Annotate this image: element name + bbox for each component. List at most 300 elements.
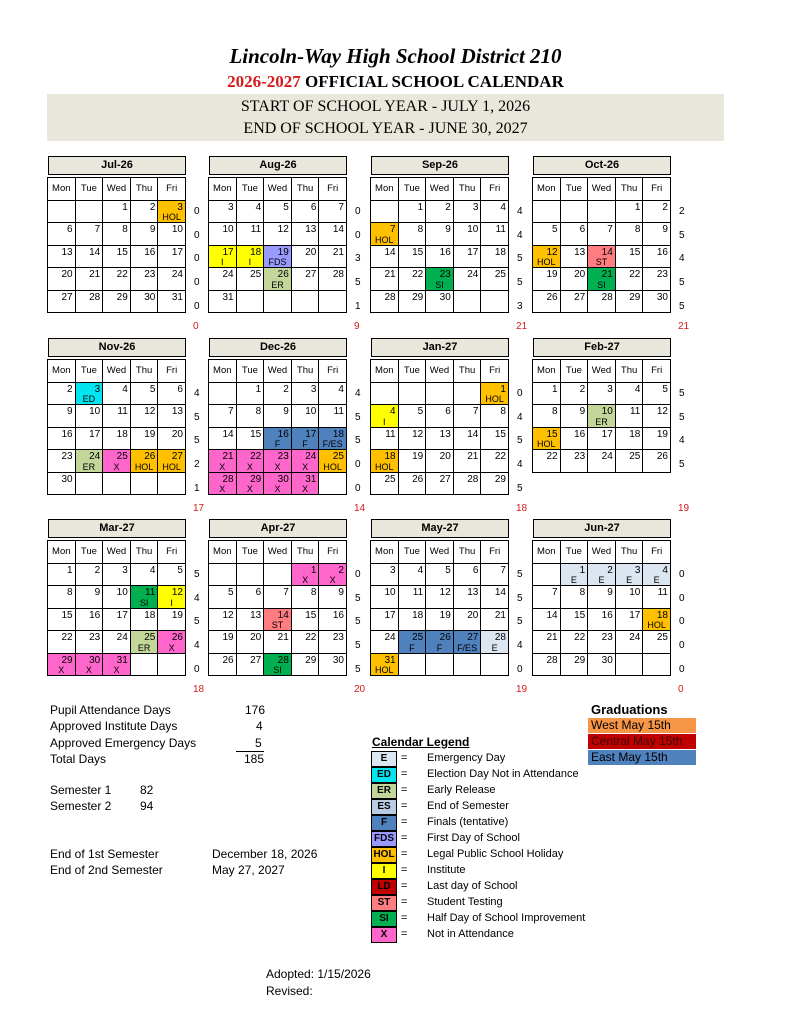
day-number: 25: [332, 451, 344, 462]
day-code: I: [170, 597, 173, 608]
week-day-count: 0: [194, 253, 200, 265]
week-day-count: 5: [679, 388, 685, 399]
day-cell: [131, 586, 159, 609]
day-cell: [209, 291, 237, 314]
day-cell: [426, 291, 454, 314]
day-number: 28: [546, 654, 558, 666]
day-cell: [76, 586, 104, 609]
day-cell: [481, 586, 509, 609]
day-cell: [588, 201, 616, 224]
day-number: 11: [250, 224, 262, 235]
day-code: ER: [271, 279, 284, 290]
month-header: Dec-26: [209, 338, 347, 357]
day-number: 10: [116, 587, 128, 598]
day-number: 24: [467, 269, 479, 280]
day-cell: [533, 564, 561, 587]
day-number: 2: [662, 201, 668, 213]
legend-code: F: [371, 815, 397, 831]
day-cell: [264, 654, 292, 677]
day-cell: [399, 450, 427, 473]
weekday-header: Fri: [158, 541, 186, 564]
day-code: SI: [597, 279, 606, 290]
week-day-count: 0: [194, 229, 200, 241]
day-cell: [48, 201, 76, 224]
day-cell: [103, 631, 131, 654]
month-aug-26: [208, 156, 347, 313]
day-cell: [319, 564, 347, 587]
day-cell: [371, 473, 399, 496]
day-cell: [292, 291, 320, 314]
day-cell: [399, 223, 427, 246]
day-number: 20: [305, 246, 317, 258]
week-day-count: 0: [355, 459, 361, 471]
day-number: 12: [222, 609, 234, 621]
day-code: HOL: [647, 620, 666, 630]
week-day-count: 0: [679, 569, 685, 580]
day-cell: [399, 405, 427, 428]
weekday-header: Fri: [643, 541, 671, 564]
day-cell: [399, 631, 427, 654]
day-cell: [561, 383, 589, 406]
legend-label: First Day of School: [427, 832, 520, 844]
day-cell: [237, 586, 265, 609]
day-number: 10: [384, 587, 396, 598]
day-cell: [131, 291, 159, 314]
weekday-header: Mon: [48, 541, 76, 564]
week-day-count: 4: [517, 459, 523, 471]
day-number: 26: [144, 451, 156, 462]
day-number: 22: [574, 632, 586, 643]
day-code: X: [219, 461, 226, 472]
day-code: X: [85, 665, 92, 675]
weekday-header: Mon: [48, 360, 76, 383]
weekday-header: Wed: [103, 541, 131, 564]
day-cell: [426, 405, 454, 428]
week-day-count: 5: [517, 616, 523, 628]
day-cell: [209, 609, 237, 632]
weekday-header: Fri: [319, 178, 347, 201]
day-cell: [48, 428, 76, 451]
day-code: HOL: [537, 439, 556, 449]
day-code: E: [626, 575, 633, 585]
day-cell: [561, 291, 589, 314]
day-code: SI: [273, 665, 282, 675]
weekday-header: Thu: [616, 541, 644, 564]
day-cell: [48, 654, 76, 677]
day-number: 1: [579, 564, 586, 576]
day-number: 14: [277, 609, 289, 621]
week-day-count: 0: [679, 592, 685, 604]
day-number: 7: [607, 224, 613, 235]
day-cell: [48, 405, 76, 428]
legend-code: X: [371, 927, 397, 943]
week-day-count: 4: [194, 592, 200, 604]
day-cell: [426, 654, 454, 677]
day-cell: [481, 564, 509, 587]
day-number: 31: [222, 291, 234, 303]
day-number: 15: [305, 609, 317, 621]
day-cell: [131, 428, 159, 451]
day-number: 7: [228, 406, 234, 417]
day-cell: [481, 631, 509, 654]
day-cell: [103, 586, 131, 609]
week-day-count: 3: [517, 300, 523, 312]
day-cell: [561, 201, 589, 224]
month-total-days: 18: [193, 684, 205, 695]
day-cell: [371, 450, 399, 473]
day-cell: [209, 383, 237, 406]
legend-equals: =: [401, 896, 408, 908]
day-number: 25: [412, 632, 424, 643]
day-number: 17: [601, 428, 613, 440]
month-header: Aug-26: [209, 156, 347, 175]
day-cell: [616, 246, 644, 269]
day-number: 22: [494, 451, 506, 462]
weekday-header: Thu: [454, 541, 482, 564]
day-number: 12: [439, 587, 451, 598]
month-header: Jun-27: [533, 519, 671, 538]
day-number: 30: [439, 291, 451, 303]
day-cell: [76, 654, 104, 677]
day-cell: [237, 654, 265, 677]
day-number: 13: [467, 587, 479, 598]
day-cell: [76, 473, 104, 496]
day-code: I: [248, 257, 252, 267]
day-cell: [264, 268, 292, 291]
day-number: 18: [144, 609, 156, 621]
day-code: HOL: [323, 461, 342, 472]
legend-code: ES: [371, 799, 397, 815]
day-number: 25: [629, 451, 641, 462]
legend-label: Last day of School: [427, 880, 518, 892]
day-cell: [454, 473, 482, 496]
day-cell: [319, 631, 347, 654]
legend-label: Emergency Day: [427, 752, 506, 764]
day-cell: [371, 609, 399, 632]
stat-label-total: Total Days: [50, 752, 107, 766]
day-cell: [588, 654, 616, 677]
day-cell: [48, 609, 76, 632]
day-code: HOL: [485, 394, 504, 404]
day-number: 19: [656, 428, 668, 440]
month-header: Apr-27: [209, 519, 347, 538]
day-cell: [561, 564, 589, 587]
week-day-count: 0: [679, 640, 685, 652]
month-dec-26: [208, 338, 347, 495]
week-day-count: 2: [194, 459, 200, 471]
month-sep-26: [370, 156, 509, 313]
week-day-count: 5: [517, 482, 523, 494]
day-cell: [48, 473, 76, 496]
day-cell: [481, 291, 509, 314]
day-number: 3: [177, 201, 183, 213]
day-cell: [561, 450, 589, 473]
day-number: 29: [629, 291, 641, 303]
day-number: 3: [122, 564, 128, 576]
day-number: 31: [116, 654, 128, 666]
day-cell: [103, 473, 131, 496]
day-number: 19: [222, 632, 234, 643]
day-number: 27: [305, 269, 317, 280]
day-code: ED: [82, 394, 96, 404]
day-cell: [454, 654, 482, 677]
day-code: X: [302, 484, 309, 494]
day-number: 6: [579, 224, 586, 235]
day-number: 14: [494, 587, 506, 598]
day-number: 29: [250, 473, 262, 485]
day-number: 30: [332, 654, 344, 666]
day-cell: [371, 201, 399, 224]
day-cell: [237, 609, 265, 632]
month-jun-27: [532, 519, 671, 676]
day-number: 3: [634, 564, 641, 576]
day-code: E: [653, 575, 660, 585]
day-number: 13: [574, 246, 586, 258]
day-number: 26: [277, 269, 289, 280]
day-cell: [158, 383, 186, 406]
day-cell: [264, 201, 292, 224]
day-code: HOL: [375, 234, 394, 245]
day-cell: [588, 291, 616, 314]
day-cell: [533, 631, 561, 654]
day-code: SI: [139, 597, 149, 608]
day-number: 29: [116, 291, 128, 303]
day-number: 30: [89, 654, 101, 666]
weekday-header: Wed: [426, 360, 454, 383]
day-code: FDS: [268, 257, 287, 267]
day-number: 26: [171, 632, 183, 643]
day-cell: [292, 609, 320, 632]
month-grid: [208, 359, 347, 495]
day-cell: [158, 631, 186, 654]
day-number: 15: [412, 246, 424, 258]
day-cell: [588, 246, 616, 269]
day-number: 18: [384, 451, 396, 462]
weekday-header: Wed: [426, 541, 454, 564]
day-number: 23: [574, 451, 586, 462]
week-day-count: 5: [194, 435, 200, 447]
month-total-days: 0: [678, 684, 684, 695]
month-total-days: 20: [354, 684, 366, 695]
week-day-count: 5: [194, 411, 200, 423]
weekday-header: Tue: [237, 360, 265, 383]
day-cell: [264, 246, 292, 269]
day-code: SI: [435, 279, 444, 290]
day-cell: [292, 631, 320, 654]
day-number: 15: [116, 246, 128, 258]
legend-equals: =: [401, 832, 408, 844]
day-number: 8: [634, 224, 641, 235]
day-number: 3: [472, 201, 479, 213]
day-cell: [209, 428, 237, 451]
day-number: 23: [61, 451, 73, 462]
day-number: 30: [601, 654, 613, 666]
semester1-value: 82: [140, 783, 154, 797]
legend-equals: =: [401, 880, 408, 892]
day-number: 9: [579, 406, 586, 417]
week-day-count: 1: [194, 482, 200, 494]
day-number: 24: [305, 451, 317, 462]
day-cell: [292, 473, 320, 496]
day-cell: [292, 654, 320, 677]
day-number: 21: [494, 609, 506, 621]
day-number: 27: [250, 654, 262, 666]
day-cell: [103, 609, 131, 632]
day-cell: [292, 201, 320, 224]
day-number: 1: [255, 383, 262, 395]
day-cell: [616, 654, 644, 677]
day-number: 28: [601, 291, 613, 303]
day-number: 29: [412, 291, 424, 303]
day-cell: [76, 201, 104, 224]
day-number: 12: [412, 428, 424, 440]
weekday-header: Tue: [561, 541, 589, 564]
day-number: 30: [61, 473, 73, 485]
day-number: 3: [390, 564, 396, 576]
day-number: 8: [122, 224, 128, 235]
day-cell: [426, 246, 454, 269]
day-number: 21: [277, 632, 289, 643]
day-cell: [76, 428, 104, 451]
day-number: 26: [546, 291, 558, 303]
month-may-27: [370, 519, 509, 676]
stat-label-emergency: Approved Emergency Days: [50, 736, 197, 750]
day-number: 16: [601, 609, 613, 621]
day-code: X: [113, 665, 120, 675]
day-cell: [588, 428, 616, 451]
day-number: 6: [177, 383, 183, 395]
day-cell: [264, 564, 292, 587]
day-number: 17: [629, 609, 641, 621]
legend-equals: =: [401, 928, 408, 940]
weekday-header: Tue: [237, 541, 265, 564]
month-grid: [208, 177, 347, 313]
day-number: 11: [657, 587, 668, 598]
stat-value-emergency: 5: [255, 736, 262, 750]
day-number: 28: [494, 632, 506, 643]
weekday-header: Fri: [481, 178, 509, 201]
day-cell: [264, 609, 292, 632]
day-cell: [48, 383, 76, 406]
day-number: 17: [384, 609, 396, 621]
day-cell: [371, 223, 399, 246]
month-total-days: 19: [516, 684, 528, 695]
day-cell: [158, 291, 186, 314]
day-cell: [454, 609, 482, 632]
day-number: 19: [171, 609, 183, 621]
day-cell: [131, 631, 159, 654]
month-grid: [370, 177, 509, 313]
day-cell: [292, 405, 320, 428]
day-number: 20: [467, 609, 479, 621]
week-day-count: 4: [194, 640, 200, 652]
legend-code: I: [371, 863, 397, 879]
day-cell: [209, 201, 237, 224]
legend-label: Legal Public School Holiday: [427, 848, 564, 860]
legend-equals: =: [401, 848, 408, 860]
day-number: 20: [61, 269, 73, 280]
month-grid: [47, 177, 186, 313]
day-code: X: [246, 484, 253, 494]
legend-label: Half Day of School Improvement: [427, 912, 586, 924]
day-number: 18: [629, 428, 641, 440]
day-cell: [264, 428, 292, 451]
day-number: 31: [171, 291, 183, 303]
day-cell: [371, 246, 399, 269]
day-cell: [616, 450, 644, 473]
day-number: 18: [332, 428, 344, 440]
day-number: 1: [122, 201, 128, 213]
day-cell: [319, 246, 347, 269]
month-total-days: 17: [193, 503, 205, 514]
day-number: 28: [332, 269, 344, 280]
day-cell: [533, 654, 561, 677]
month-header: Oct-26: [533, 156, 671, 175]
day-cell: [533, 201, 561, 224]
day-cell: [481, 246, 509, 269]
day-cell: [399, 383, 427, 406]
day-number: 14: [332, 224, 344, 235]
day-cell: [292, 586, 320, 609]
day-cell: [237, 383, 265, 406]
day-number: 25: [384, 473, 396, 485]
day-number: 5: [445, 564, 451, 576]
day-number: 21: [546, 632, 558, 643]
day-cell: [454, 564, 482, 587]
day-number: 23: [277, 451, 289, 462]
day-cell: [426, 564, 454, 587]
day-code: F: [409, 642, 415, 653]
month-grid: [532, 177, 671, 313]
day-cell: [237, 201, 265, 224]
day-cell: [319, 383, 347, 406]
day-number: 2: [67, 383, 73, 395]
day-number: 7: [94, 224, 101, 235]
day-cell: [209, 586, 237, 609]
day-code: X: [302, 575, 309, 585]
weekday-header: Mon: [209, 178, 237, 201]
day-number: 26: [412, 473, 424, 485]
week-day-count: 0: [355, 206, 361, 217]
school-year-banner: [47, 94, 724, 141]
day-number: 12: [546, 246, 558, 258]
graduation-item: East May 15th: [588, 750, 696, 765]
legend-equals: =: [401, 784, 408, 796]
day-cell: [561, 223, 589, 246]
day-cell: [454, 246, 482, 269]
day-number: 31: [305, 473, 317, 485]
day-number: 1: [310, 564, 317, 576]
day-number: 14: [467, 428, 479, 440]
day-cell: [454, 405, 482, 428]
day-cell: [426, 268, 454, 291]
calendar-subtitle: [0, 72, 791, 92]
legend-code: FDS: [371, 831, 397, 847]
day-number: 2: [149, 201, 156, 213]
day-number: 18: [116, 428, 128, 440]
weekday-header: Mon: [209, 541, 237, 564]
day-number: 20: [574, 269, 586, 280]
day-number: 27: [171, 451, 183, 462]
day-number: 20: [171, 428, 183, 440]
graduation-item: Central May 15th: [588, 734, 696, 749]
month-total-days: 19: [678, 503, 690, 514]
day-number: 4: [338, 383, 344, 395]
day-number: 18: [412, 609, 424, 621]
day-cell: [454, 383, 482, 406]
month-jul-26: [47, 156, 186, 313]
day-code: X: [58, 665, 65, 675]
